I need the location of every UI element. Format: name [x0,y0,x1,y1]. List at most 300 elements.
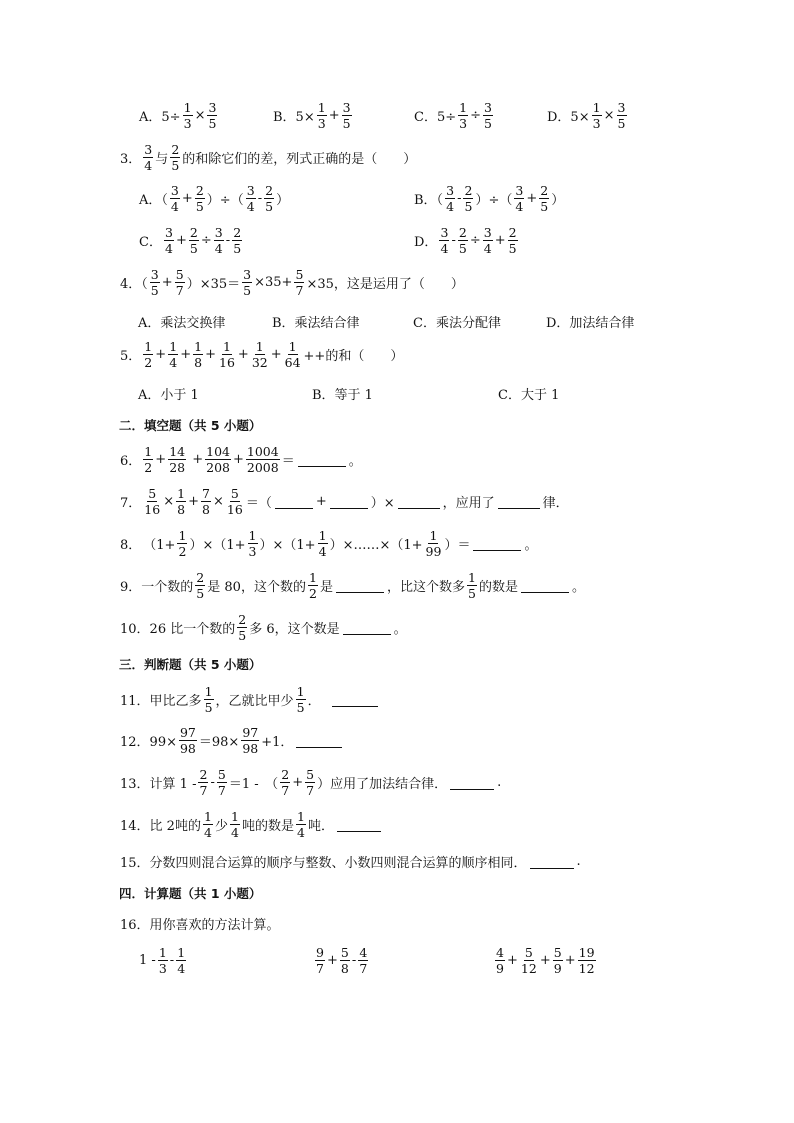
math-text: 4 [440,241,449,256]
q3-option-d [413,225,519,256]
math-text: 16 [226,502,243,517]
math-text: + [188,494,199,509]
math-text: 4 [230,825,239,840]
math-text: 4 [214,241,223,256]
section-2-heading: 二．填空题（共 5 小题） [119,418,262,433]
math-text: 1 [178,528,187,543]
math-text: + [539,953,551,968]
answer-blank[interactable] [275,494,313,509]
math-text: 5 [196,586,205,601]
math-text: 是 80，这个数的 [207,580,306,595]
math-text: 2 [458,225,467,240]
math-text: 1 [222,339,231,354]
math-text: 5 [553,945,562,960]
math-text: ＝ [281,454,295,469]
math-text: 5 [468,586,476,601]
option-label: A．5÷ [139,110,181,125]
answer-blank[interactable] [298,452,346,467]
math-text: 3 [459,116,468,131]
fraction [467,570,477,601]
fraction [553,945,563,976]
math-text: 3 [208,100,217,115]
math-text: - [210,775,215,790]
math-text: 1004 [246,444,279,459]
math-text: 98 [179,741,196,756]
q2-option-a [138,100,218,131]
option-label: C．5÷ [414,110,457,125]
math-text: - [169,953,175,968]
fraction [204,684,214,715]
math-text: 5 [296,700,305,715]
math-text: 19 [578,945,595,960]
math-text: + [155,347,167,362]
math-text: 9．一个数的 [120,580,194,595]
math-text: 3 [484,100,492,115]
math-text: 2 [199,767,208,782]
question-5 [119,339,404,370]
fraction [578,945,596,976]
math-text: ÷ [469,233,481,248]
math-text: 是 [319,580,333,595]
math-text: + [327,953,338,968]
math-text: 。 [348,454,362,469]
question-12 [119,725,344,756]
fraction [463,183,473,214]
math-text: 。 [572,580,586,595]
math-text: + [292,775,304,790]
math-text: B．（ [414,193,444,208]
math-text: 吨的数是 [241,819,294,834]
operator: + [328,108,340,123]
math-text: 5 [484,116,492,131]
math-text: 5 [458,241,467,256]
q16-expression-1 [138,945,187,976]
q5-option-b: B．等于 1 [312,388,373,403]
math-text: 4 [515,199,524,214]
math-text: +1． [261,735,294,750]
math-text: 1 [144,339,153,354]
math-text: ＝98× [198,735,240,750]
math-text: + [526,191,538,206]
fraction [458,100,468,131]
math-text: 12 [578,961,595,976]
question-14 [119,809,383,840]
fraction [241,725,259,756]
math-text: 3 [183,116,192,131]
fraction [342,100,352,131]
math-text: 208 [206,460,230,475]
fraction [539,183,549,214]
fraction [193,339,203,370]
fraction [150,267,160,298]
q3-option-c [138,225,243,256]
math-text: 7 [217,783,226,798]
question-3 [119,142,417,173]
math-text: + [205,347,216,362]
math-text: 4 [170,199,179,214]
fraction [179,725,197,756]
math-text: 5 [175,267,184,282]
math-text: 7 [316,961,324,976]
fraction [237,612,247,643]
math-text: 15．分数四则混合运算的顺序与整数、小数四则混合运算的顺序相同． [120,856,527,871]
math-text: ）×（1+ [189,538,246,553]
math-text: 3 [483,225,492,240]
math-text: 7 [359,961,368,976]
math-text: 3． [120,152,142,167]
answer-blank[interactable] [332,692,378,707]
section-4-heading: 四．计算题（共 1 小题） [119,886,262,901]
fraction [308,570,318,601]
math-text: 9 [553,961,562,976]
math-text: + [237,347,249,362]
math-text: 8 [194,355,203,370]
fraction [168,339,178,370]
math-text: - [257,191,263,206]
section-3-heading: 三．判断题（共 5 小题） [119,657,262,672]
math-text: 5 [230,486,239,501]
math-text: 1 [177,945,186,960]
math-text: + [188,452,204,467]
math-text: 11．甲比乙多 [120,694,202,709]
math-text: 5 [208,116,217,131]
math-text: + [181,191,193,206]
math-text: 5 [238,628,247,643]
math-text: ） [276,193,290,208]
math-text: 2 [464,183,473,198]
math-text: ）＝ [444,538,471,553]
fraction [143,486,161,517]
fraction [458,225,468,256]
math-text: 与 [155,152,169,167]
math-text: 1 [317,100,326,115]
math-text: 2 [195,183,204,198]
math-text: 5 [295,267,304,282]
math-text: - [451,233,456,248]
math-text: 6． [120,454,142,469]
option-label: B．5× [273,110,315,125]
fraction [218,339,236,370]
fraction [176,945,186,976]
math-text: 。 [524,538,538,553]
math-text: 5． [120,349,142,364]
math-text: ）÷（ [206,193,244,208]
math-text: 98 [242,741,259,756]
question-16 [119,914,281,933]
math-text: 1 - [139,953,156,968]
math-text: ）×（1+ [259,538,316,553]
math-text: 1 [297,809,305,824]
q16-expression-3 [494,945,597,976]
math-text: （1+ [143,538,176,553]
math-text: 律． [542,496,569,511]
fraction [358,945,368,976]
fraction [280,767,290,798]
fraction [284,339,302,370]
math-text: 7． [120,496,142,511]
math-text: 4．（ [120,277,148,292]
math-text: 1 [194,339,203,354]
math-text: 2 [196,570,205,585]
math-text: . [497,775,502,790]
math-text: ）× [370,496,395,511]
math-text: 1 [255,339,264,354]
q5-option-c: C．大于 1 [498,388,560,403]
fraction [170,183,180,214]
fraction [217,767,227,798]
operator: × [194,108,206,123]
math-text: ，应用了 [442,496,495,511]
q4-option-a: A．乘法交换律 [138,316,226,331]
math-text: 3 [243,267,252,282]
math-text: × [163,494,175,509]
math-text: 4 [483,241,492,256]
math-text: ++的和（ ） [303,349,404,364]
math-text: 1 [288,339,297,354]
fraction [246,183,256,214]
math-text: 4 [203,825,212,840]
math-text: 1 [169,339,178,354]
math-text: 1 [144,444,153,459]
answer-blank[interactable] [498,494,540,509]
fraction [617,100,627,131]
answer-blank[interactable] [398,494,440,509]
math-text: 5 [148,486,157,501]
math-text: 2 [308,586,317,601]
math-text: 16 [144,502,161,517]
math-text: 1 [204,684,213,699]
math-text: + [564,953,576,968]
fraction [264,183,274,214]
math-text: 1 [459,100,468,115]
math-text: ×35+ [254,275,293,290]
math-text: ． [307,694,321,709]
math-text: 3 [214,225,223,240]
math-text: 3 [317,116,326,131]
math-text: 104 [206,444,230,459]
math-text: 9 [496,961,504,976]
question-6 [119,444,363,475]
math-text: 12 [520,961,537,976]
fraction [201,486,211,517]
fraction [230,809,240,840]
math-text: ×35，这是运用了（ ） [306,277,464,292]
question-8 [119,528,538,559]
math-text: 8 [177,502,186,517]
math-text: + [507,953,518,968]
fraction [177,528,187,559]
fraction [315,945,325,976]
math-text: + [155,452,167,467]
math-text: 2 [508,225,517,240]
fraction [203,809,213,840]
math-text: 2 [540,183,549,198]
math-text: 3 [248,544,257,559]
math-text: 7 [281,783,290,798]
math-text: 1 [318,528,327,543]
math-text: 3 [158,961,167,976]
math-text: ，乙就比甲少 [215,694,294,709]
math-text: 吨． [307,819,334,834]
fraction [242,267,252,298]
math-text: 3 [170,183,179,198]
math-text: 1 [296,684,305,699]
question-7 [119,486,570,517]
answer-blank[interactable] [296,733,342,748]
math-text: 2008 [246,460,279,475]
math-text: 7 [295,283,304,298]
math-text: 5 [306,767,315,782]
math-text: 5 [617,116,626,131]
math-text: 4 [297,825,305,840]
fraction [143,142,153,173]
math-text: 14 [169,444,186,459]
fraction [483,225,493,256]
math-text: 3 [617,100,626,115]
math-text: 16．用你喜欢的方法计算。 [120,918,280,933]
math-text: 3 [342,100,351,115]
math-text: 1 [183,100,192,115]
answer-blank[interactable] [330,494,368,509]
math-text: + [175,233,187,248]
math-text: - [457,191,462,206]
answer-blank[interactable] [337,817,381,832]
question-11 [119,684,380,715]
q4-option-b: B．乘法结合律 [272,316,360,331]
math-text: 5 [508,241,517,256]
math-text: 1 [158,945,167,960]
math-text: 的数是 [479,580,519,595]
fraction [170,142,180,173]
fraction [592,100,602,131]
fraction [508,225,518,256]
answer-blank[interactable] [336,578,384,593]
math-text: + [180,347,192,362]
q4-option-c: C．乘法分配律 [413,316,501,331]
math-text: 9 [316,945,324,960]
answer-blank[interactable] [450,775,494,790]
math-text: 4 [318,544,327,559]
math-text: 99 [425,544,442,559]
fraction [164,225,174,256]
math-text: 5 [189,241,198,256]
fraction [246,444,280,475]
q2-option-c [413,100,494,131]
math-text: 4 [177,961,186,976]
math-text: ＝（ [245,496,272,511]
math-text: 1 [177,486,186,501]
q3-option-b [413,183,565,214]
math-text: ）×35＝ [186,277,241,292]
fraction [445,183,455,214]
math-text: 7 [199,783,208,798]
math-text: . [576,854,581,869]
math-text: 8 [202,502,210,517]
math-text: D． [414,235,438,250]
math-text: ）×……×（1+ [329,538,423,553]
fraction [168,444,186,475]
math-text: 3 [446,183,455,198]
fraction [296,809,306,840]
math-text: 5 [195,199,204,214]
math-text: 5 [171,158,180,173]
math-text: 8 [340,961,349,976]
answer-blank[interactable] [530,854,574,869]
q5-option-a: A．小于 1 [138,388,199,403]
math-text: 1 [308,570,317,585]
math-text: 1 [203,809,212,824]
fraction [251,339,269,370]
answer-blank[interactable] [521,578,569,593]
answer-blank[interactable] [473,536,521,551]
fraction [439,225,449,256]
math-text: 97 [242,725,259,740]
math-text: 8． [120,538,142,553]
fraction [198,767,208,798]
math-text: 5 [464,199,473,214]
question-13 [119,767,502,798]
fraction [294,267,304,298]
math-text: + [270,347,282,362]
math-text: 3 [592,116,601,131]
fraction [317,100,327,131]
question-9 [119,570,586,601]
fraction [232,225,242,256]
fraction [340,945,350,976]
math-text: × [213,494,224,509]
operator: × [603,108,615,123]
math-text: ，比这个数多 [386,580,465,595]
question-4 [119,267,465,298]
fraction [183,100,193,131]
math-text: 4 [446,199,455,214]
math-text: 28 [169,460,186,475]
math-text: 7 [175,283,184,298]
math-text: 2 [281,767,290,782]
answer-blank[interactable] [343,620,391,635]
math-text: 3 [144,142,153,157]
math-text: 7 [306,783,315,798]
math-text: 2 [178,544,187,559]
q3-option-a [138,183,290,214]
fraction [207,100,217,131]
math-text: 13．计算 1 - [120,777,197,792]
operator: ÷ [470,108,482,123]
math-text: ＝1 - （ [228,777,279,792]
math-text: ）应用了加法结合律． [317,777,448,792]
math-text: 1 [468,570,476,585]
math-text: 2 [238,612,247,627]
fraction [158,945,168,976]
math-text: 4 [169,355,178,370]
math-text: + [232,452,244,467]
fraction [205,444,231,475]
math-text: 5 [524,945,533,960]
math-text: 4 [359,945,368,960]
fraction [514,183,524,214]
math-text: ）÷（ [475,193,513,208]
math-text: ） [551,193,565,208]
math-text: 14．比 2吨的 [120,819,201,834]
fraction [175,267,185,298]
math-text: + [315,494,327,509]
math-text: 5 [265,199,274,214]
math-text: 1 [248,528,257,543]
fraction [305,767,315,798]
option-label: D．5× [547,110,590,125]
fraction [296,684,306,715]
math-text: 5 [204,700,213,715]
